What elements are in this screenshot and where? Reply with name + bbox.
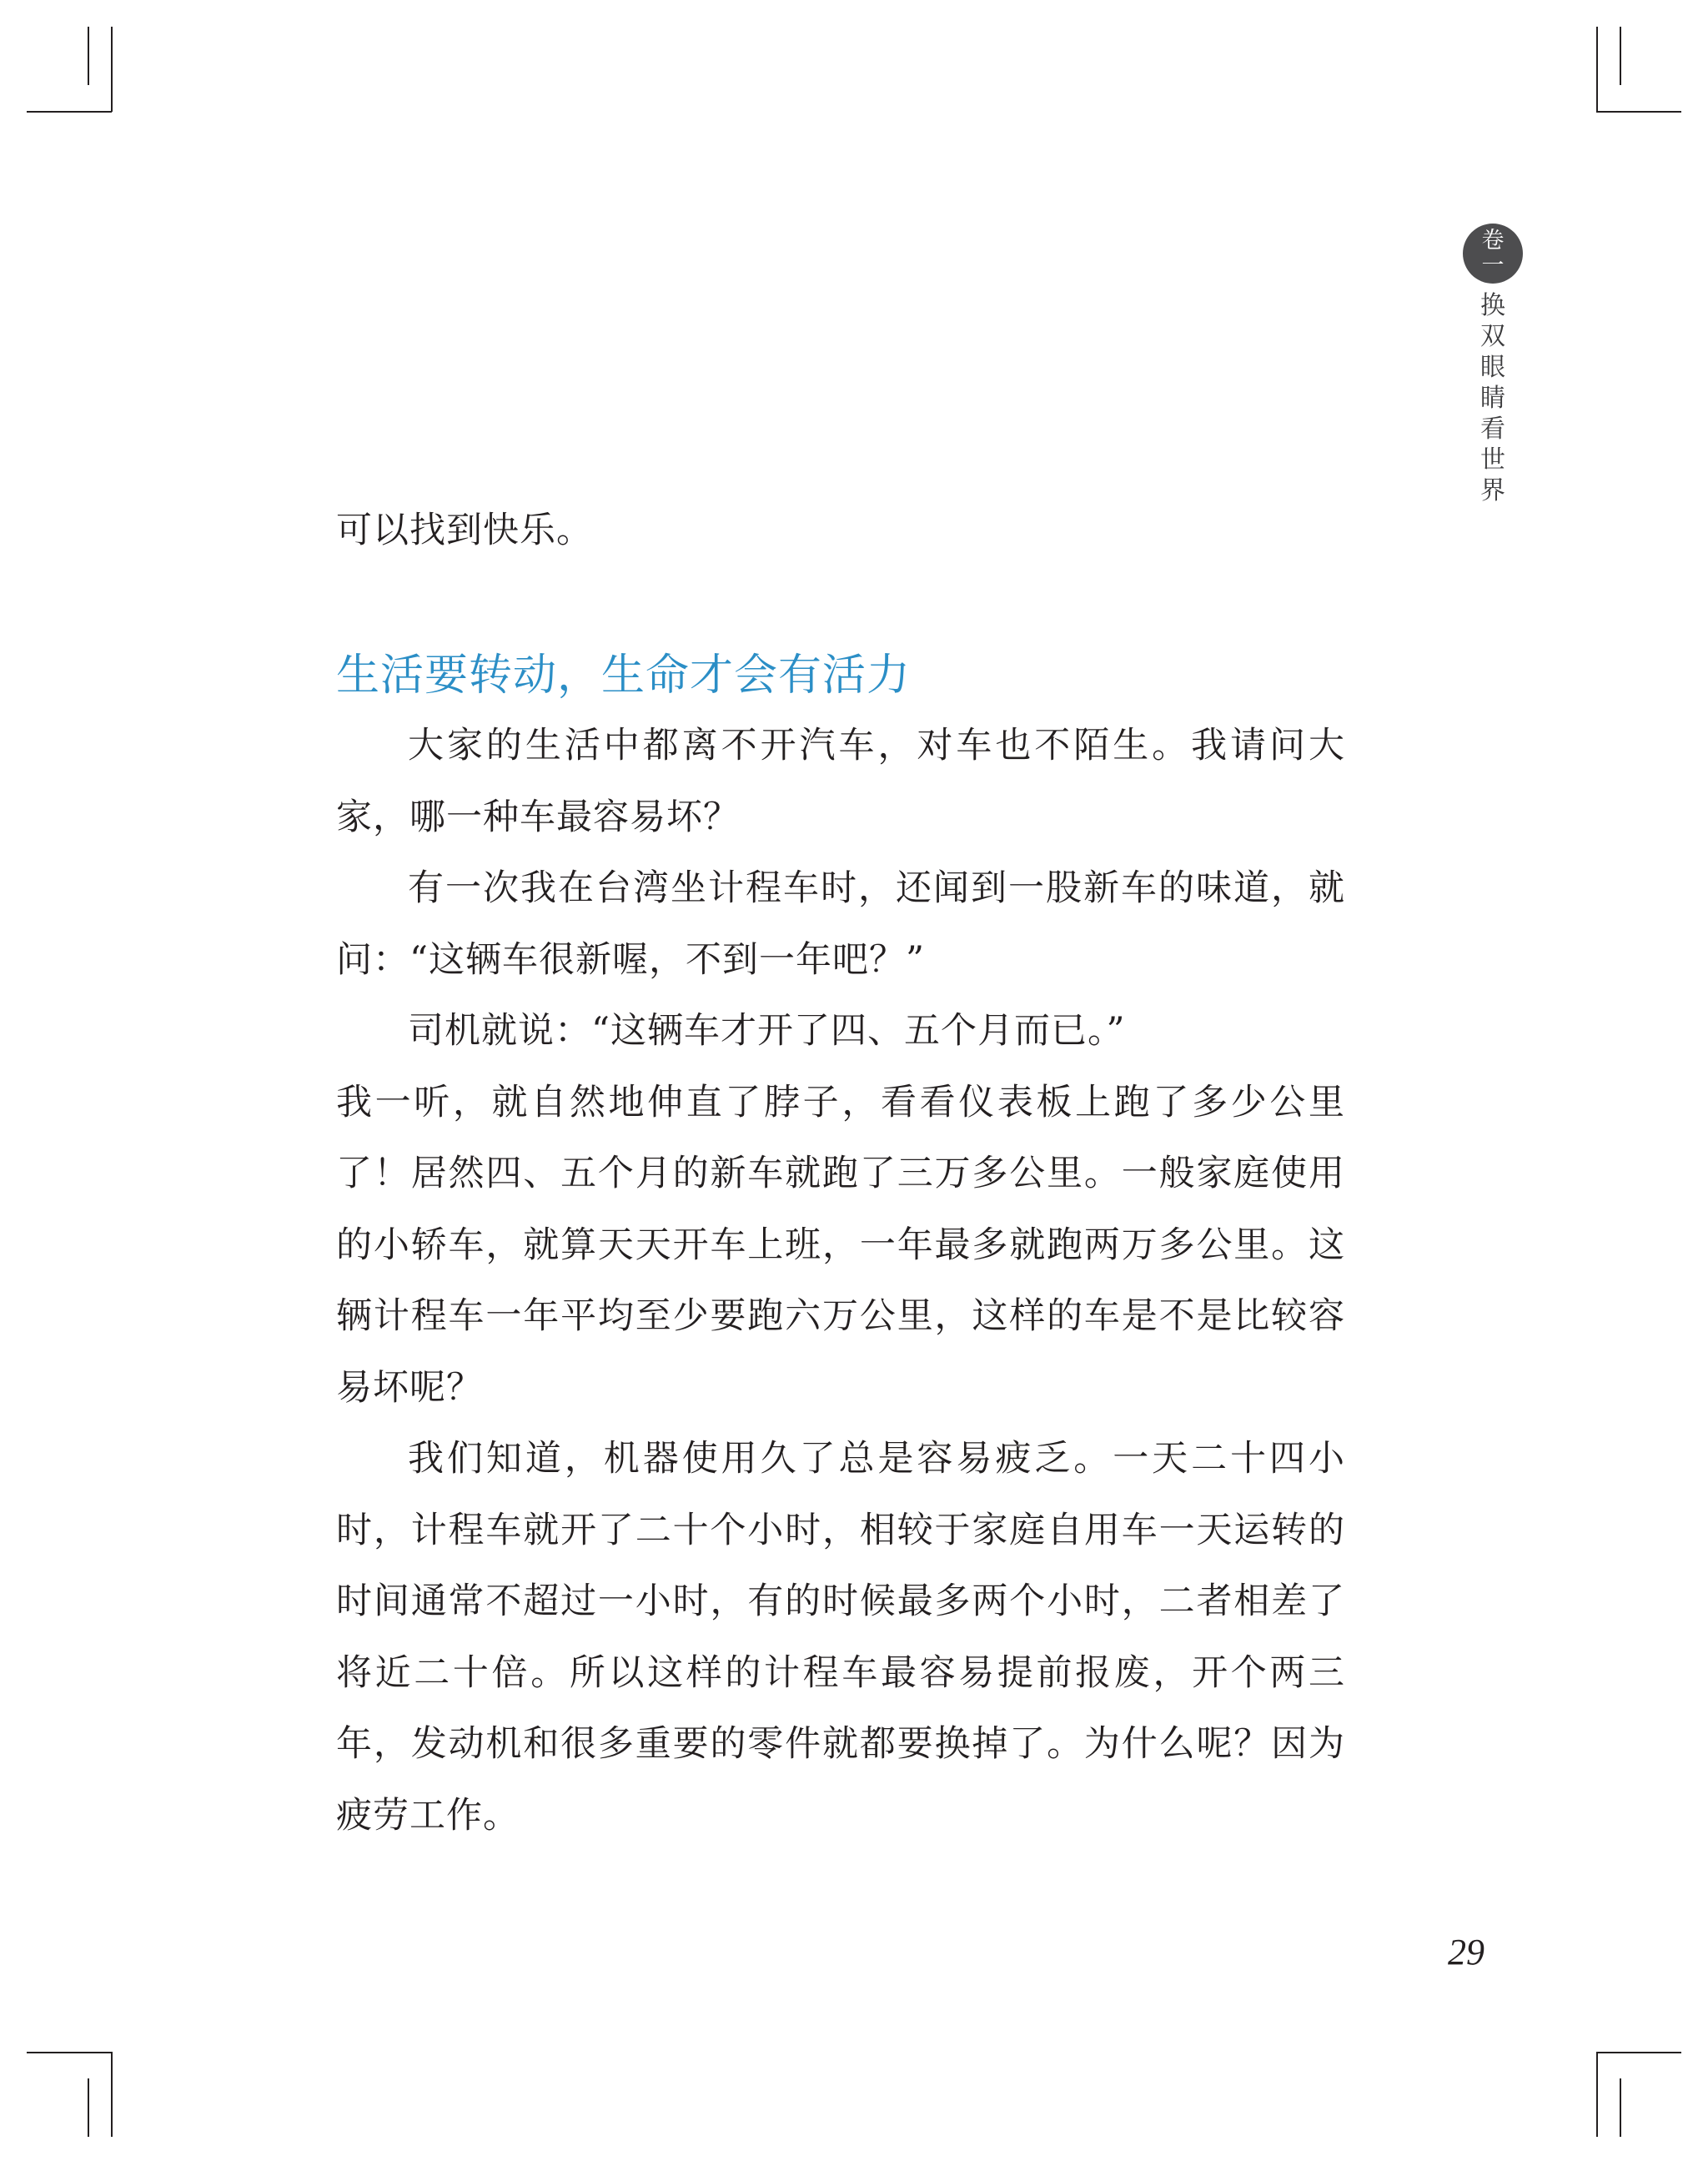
crop-mark-top-right-outer <box>1620 27 1621 85</box>
section-heading: 生活要转动，生命才会有活力 <box>336 651 912 701</box>
crop-mark-bottom-right-vertical <box>1596 2052 1598 2137</box>
crop-mark-top-left-horizontal <box>27 111 112 113</box>
volume-label <box>1482 229 1505 279</box>
crop-mark-top-right-vertical <box>1596 27 1598 112</box>
crop-mark-top-left-outer <box>88 27 89 85</box>
crop-mark-top-right-horizontal <box>1596 111 1681 113</box>
paragraph-2: 有一次我在台湾坐计程车时，还闻到一股新车的味道，就问：“这辆车很新喔，不到一年吧？” <box>336 867 1345 981</box>
crop-mark-bottom-right-outer <box>1620 2078 1621 2137</box>
page-number: 29 <box>1448 1932 1484 1973</box>
volume-label-char: 卷 <box>1481 228 1505 254</box>
continued-paragraph-line: 可以找到快乐。 <box>336 510 593 551</box>
paragraph-4: 我一听，就自然地伸直了脖子，看看仪表板上跑了多少公里了！居然四、五个月的新车就跑了三万多公里。一般家庭使用的小轿车，就算天天开车上班，一年最多就跑两万多公里。这辆计程车一年平均至少要跑六万公里，这样的车是不是比较容易坏呢？ <box>336 1081 1345 1409</box>
body-text <box>336 711 1345 1852</box>
section-title-vertical: 换双眼睛看世界 <box>1480 291 1505 505</box>
paragraph-1: 大家的生活中都离不开汽车，对车也不陌生。我请问大家，哪一种车最容易坏？ <box>336 725 1345 838</box>
crop-mark-top-left-vertical <box>111 27 113 112</box>
crop-mark-bottom-left-outer <box>88 2078 89 2137</box>
crop-mark-bottom-right-horizontal <box>1596 2052 1681 2053</box>
crop-mark-bottom-left-horizontal <box>27 2052 112 2053</box>
paragraph-5: 我们知道，机器使用久了总是容易疲乏。一天二十四小时，计程车就开了二十个小时，相较于家庭自用车一天运转的时间通常不超过一小时，有的时候最多两个小时，二者相差了将近二十倍。所以这样的计程车最容易提前报废，开个两三年，发动机和很多重要的零件就都要换掉了。为什么呢？因为疲劳工作。 <box>336 1438 1345 1837</box>
paragraph-3: 司机就说：“这辆车才开了四、五个月而已。” <box>408 1010 1126 1052</box>
volume-badge <box>1463 224 1523 284</box>
crop-mark-bottom-left-vertical <box>111 2052 113 2137</box>
volume-label-char: 一 <box>1481 253 1505 279</box>
chapter-side-tab <box>1461 224 1525 506</box>
